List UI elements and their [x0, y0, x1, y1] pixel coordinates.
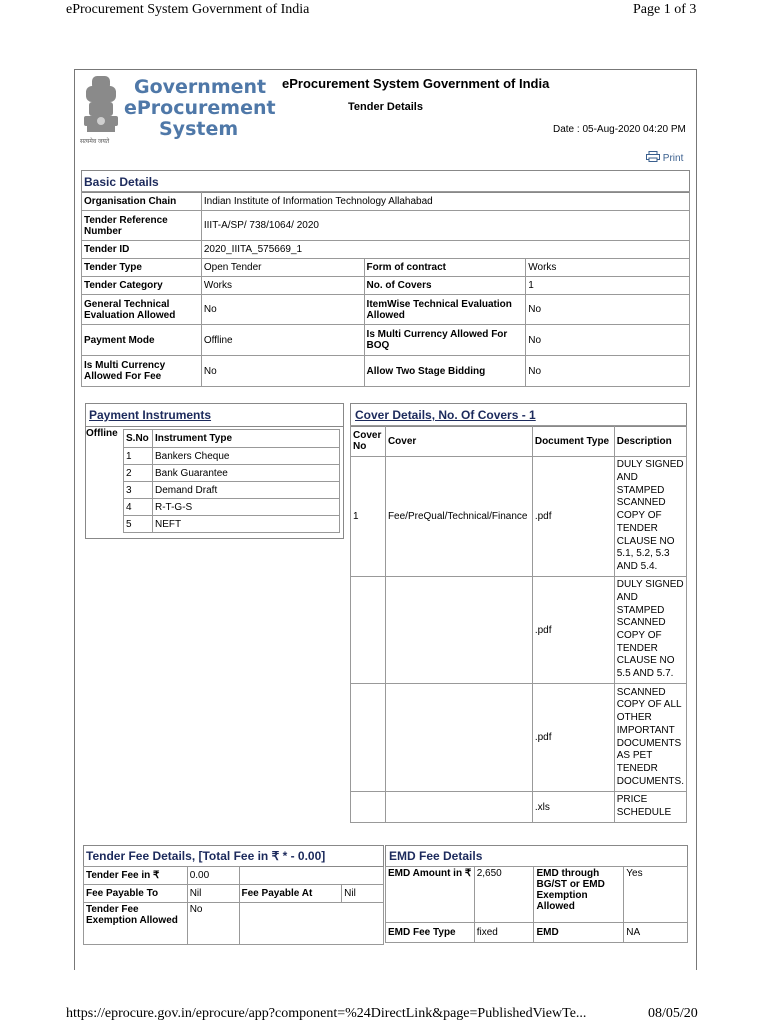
doc-type-value: .pdf [532, 684, 614, 792]
table-row [82, 241, 690, 259]
payment-instruments-heading: Payment Instruments [89, 408, 212, 422]
empty-cell [351, 577, 386, 684]
cover-name-value: Fee/PreQual/Technical/Finance [385, 457, 532, 577]
emd-bg-value: Yes [624, 867, 688, 923]
fee-payable-at-label: Fee Payable At [239, 885, 342, 903]
description-value: DULY SIGNED AND STAMPED SCANNED COPY OF TENDER CLAUSE NO 5.5 AND 5.7. [614, 577, 686, 684]
tender-type-value: Open Tender [201, 259, 364, 277]
page-subtitle: Tender Details [348, 101, 423, 113]
row-instrument: Bankers Cheque [152, 448, 339, 465]
fee-payable-to-label: Fee Payable To [84, 885, 188, 903]
doc-type-value: .pdf [532, 457, 614, 577]
row-sno: 4 [124, 499, 153, 516]
doc-type-value: .pdf [532, 577, 614, 684]
no-of-covers-value: 1 [526, 277, 690, 295]
emd-bg-label: EMD through BG/ST or EMD Exemption Allowed [534, 867, 624, 923]
fee-exemption-value: No [187, 903, 239, 945]
tender-category-label: Tender Category [82, 277, 202, 295]
table-header-row [124, 430, 340, 448]
row-instrument: R-T-G-S [152, 499, 339, 516]
logo-line-government: Government [134, 76, 267, 98]
cover-no-value: 1 [351, 457, 386, 577]
two-stage-label: Allow Two Stage Bidding [364, 356, 526, 387]
emd-amount-label: EMD Amount in ₹ [386, 867, 475, 923]
doc-type-value: .xls [532, 792, 614, 823]
empty-cell [239, 867, 342, 885]
gov-eprocurement-logo [78, 72, 276, 152]
print-header-page: Page 1 of 3 [633, 2, 697, 17]
description-value: DULY SIGNED AND STAMPED SCANNED COPY OF TENDER CLAUSE NO 5.1, 5.2, 5.3 AND 5.4. [614, 457, 686, 577]
cover-details-heading: Cover Details, No. Of Covers - 1 [355, 408, 536, 422]
empty-cell [385, 684, 532, 792]
table-row [84, 903, 384, 945]
table-row [351, 792, 687, 823]
org-chain-label: Organisation Chain [82, 192, 202, 211]
tender-ref-label: Tender Reference Number [82, 211, 202, 241]
payment-mode-value: Offline [201, 325, 364, 356]
row-sno: 5 [124, 516, 153, 533]
col-description: Description [614, 426, 686, 457]
table-row [82, 211, 690, 241]
emd-value: NA [624, 923, 688, 943]
tender-category-value: Works [201, 277, 364, 295]
fee-payable-at-value: Nil [342, 885, 384, 903]
table-row [124, 448, 340, 465]
row-instrument: NEFT [152, 516, 339, 533]
table-row [84, 885, 384, 903]
emd-fee-table [385, 866, 688, 943]
table-row [351, 457, 687, 577]
payment-instruments-table [123, 429, 340, 533]
table-row [124, 499, 340, 516]
table-row [84, 867, 384, 885]
payment-offline-label: Offline [86, 428, 118, 439]
print-label: Print [662, 153, 684, 164]
empty-cell [351, 792, 386, 823]
table-row [124, 482, 340, 499]
table-row [351, 577, 687, 684]
printer-icon [646, 151, 660, 162]
table-row [124, 516, 340, 533]
row-sno: 2 [124, 465, 153, 482]
payment-mode-label: Payment Mode [82, 325, 202, 356]
col-sno: S.No [124, 430, 153, 448]
table-row [386, 867, 688, 923]
gte-label: General Technical Evaluation Allowed [82, 295, 202, 325]
table-row [82, 356, 690, 387]
emd-fee-type-value: fixed [474, 923, 534, 943]
emd-fee-heading: EMD Fee Details [389, 849, 483, 863]
fee-payable-to-value: Nil [187, 885, 239, 903]
two-stage-value: No [526, 356, 690, 387]
table-row [82, 277, 690, 295]
tender-fee-label: Tender Fee in ₹ [84, 867, 188, 885]
multi-fee-value: No [201, 356, 364, 387]
row-sno: 3 [124, 482, 153, 499]
form-contract-label: Form of contract [364, 259, 526, 277]
tender-fee-table [83, 866, 384, 945]
tender-ref-value: IIIT-A/SP/ 738/1064/ 2020 [201, 211, 689, 241]
form-contract-value: Works [526, 259, 690, 277]
table-row [351, 684, 687, 792]
basic-details-heading: Basic Details [84, 175, 159, 189]
logo-line-system: System [159, 118, 239, 140]
tender-type-label: Tender Type [82, 259, 202, 277]
empty-cell [351, 684, 386, 792]
emblem-caption: सत्यमेव जयते [80, 139, 110, 145]
no-of-covers-label: No. of Covers [364, 277, 526, 295]
emd-label: EMD [534, 923, 624, 943]
tender-id-label: Tender ID [82, 241, 202, 259]
page-title: eProcurement System Government of India [282, 76, 550, 91]
table-row [82, 192, 690, 211]
print-footer-date: 08/05/20 [648, 1006, 698, 1021]
table-row [82, 259, 690, 277]
print-header-title: eProcurement System Government of India [66, 2, 310, 17]
print-footer-url: https://eprocure.gov.in/eprocure/app?component=%24DirectLink&page=PublishedViewTe... [66, 1006, 587, 1021]
row-instrument: Demand Draft [152, 482, 339, 499]
itemwise-value: No [526, 295, 690, 325]
logo-line-eprocurement: eProcurement [124, 97, 276, 119]
print-link[interactable] [646, 151, 683, 164]
description-value: SCANNED COPY OF ALL OTHER IMPORTANT DOCUMENTS AS PET TENEDR DOCUMENTS. [614, 684, 686, 792]
multi-boq-value: No [526, 325, 690, 356]
org-chain-value: Indian Institute of Information Technology Allahabad [201, 192, 689, 211]
table-header-row [351, 426, 687, 457]
itemwise-label: ItemWise Technical Evaluation Allowed [364, 295, 526, 325]
tender-fee-value: 0.00 [187, 867, 239, 885]
gte-value: No [201, 295, 364, 325]
description-value: PRICE SCHEDULE [614, 792, 686, 823]
row-sno: 1 [124, 448, 153, 465]
emd-amount-value: 2,650 [474, 867, 534, 923]
empty-cell [385, 792, 532, 823]
emd-fee-type-label: EMD Fee Type [386, 923, 475, 943]
basic-details-header [81, 170, 690, 193]
empty-cell [385, 577, 532, 684]
empty-cell [239, 903, 383, 945]
cover-details-table [350, 425, 687, 823]
report-date: Date : 05-Aug-2020 04:20 PM [553, 124, 686, 135]
col-cover-no: Cover No [351, 426, 386, 457]
col-cover: Cover [385, 426, 532, 457]
basic-details-table [81, 191, 690, 387]
table-row [386, 923, 688, 943]
tender-fee-heading: Tender Fee Details, [Total Fee in ₹ * - 0.00] [86, 849, 326, 863]
table-row [82, 295, 690, 325]
row-instrument: Bank Guarantee [152, 465, 339, 482]
table-row [124, 465, 340, 482]
multi-boq-label: Is Multi Currency Allowed For BOQ [364, 325, 526, 356]
tender-id-value: 2020_IIITA_575669_1 [201, 241, 689, 259]
fee-exemption-label: Tender Fee Exemption Allowed [84, 903, 188, 945]
col-instrument-type: Instrument Type [152, 430, 339, 448]
col-document-type: Document Type [532, 426, 614, 457]
multi-fee-label: Is Multi Currency Allowed For Fee [82, 356, 202, 387]
table-row [82, 325, 690, 356]
empty-cell [342, 867, 384, 885]
